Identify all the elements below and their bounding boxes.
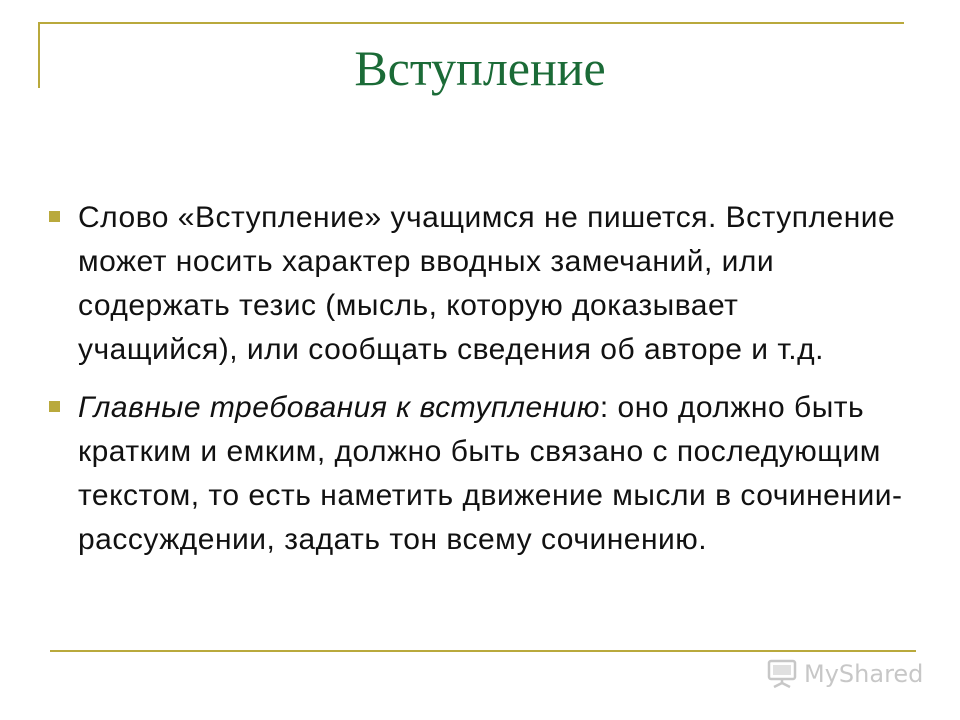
- bullet-item: [46, 386, 906, 562]
- watermark-text: MyShared: [804, 660, 924, 688]
- bullet-list: [46, 196, 906, 562]
- bullet-item: [46, 196, 906, 372]
- bullet-text: Слово «Вступление» учащимся не пишется. Вступление может носить характер вводных замечаний, или содержать тезис (мысль, которую доказывает учащийся), или сообщать сведения об авторе и т.д.: [78, 201, 896, 366]
- frame-top-line: [38, 22, 904, 24]
- square-bullet-icon: [49, 211, 60, 222]
- bullet-italic-text: Главные требования к вступлению: [78, 391, 600, 424]
- square-bullet-icon: [49, 401, 60, 412]
- bullet-text: : оно должно быть кратким и емким, должно быть связано с последующим текстом, то есть наметить движение мысли в сочинении-рассуждении, задать тон всему сочинению.: [78, 391, 903, 556]
- slide-title: Вступление: [354, 40, 606, 96]
- watermark: [766, 656, 923, 692]
- frame-bottom-line: [50, 650, 916, 652]
- presentation-board-icon: [766, 659, 798, 689]
